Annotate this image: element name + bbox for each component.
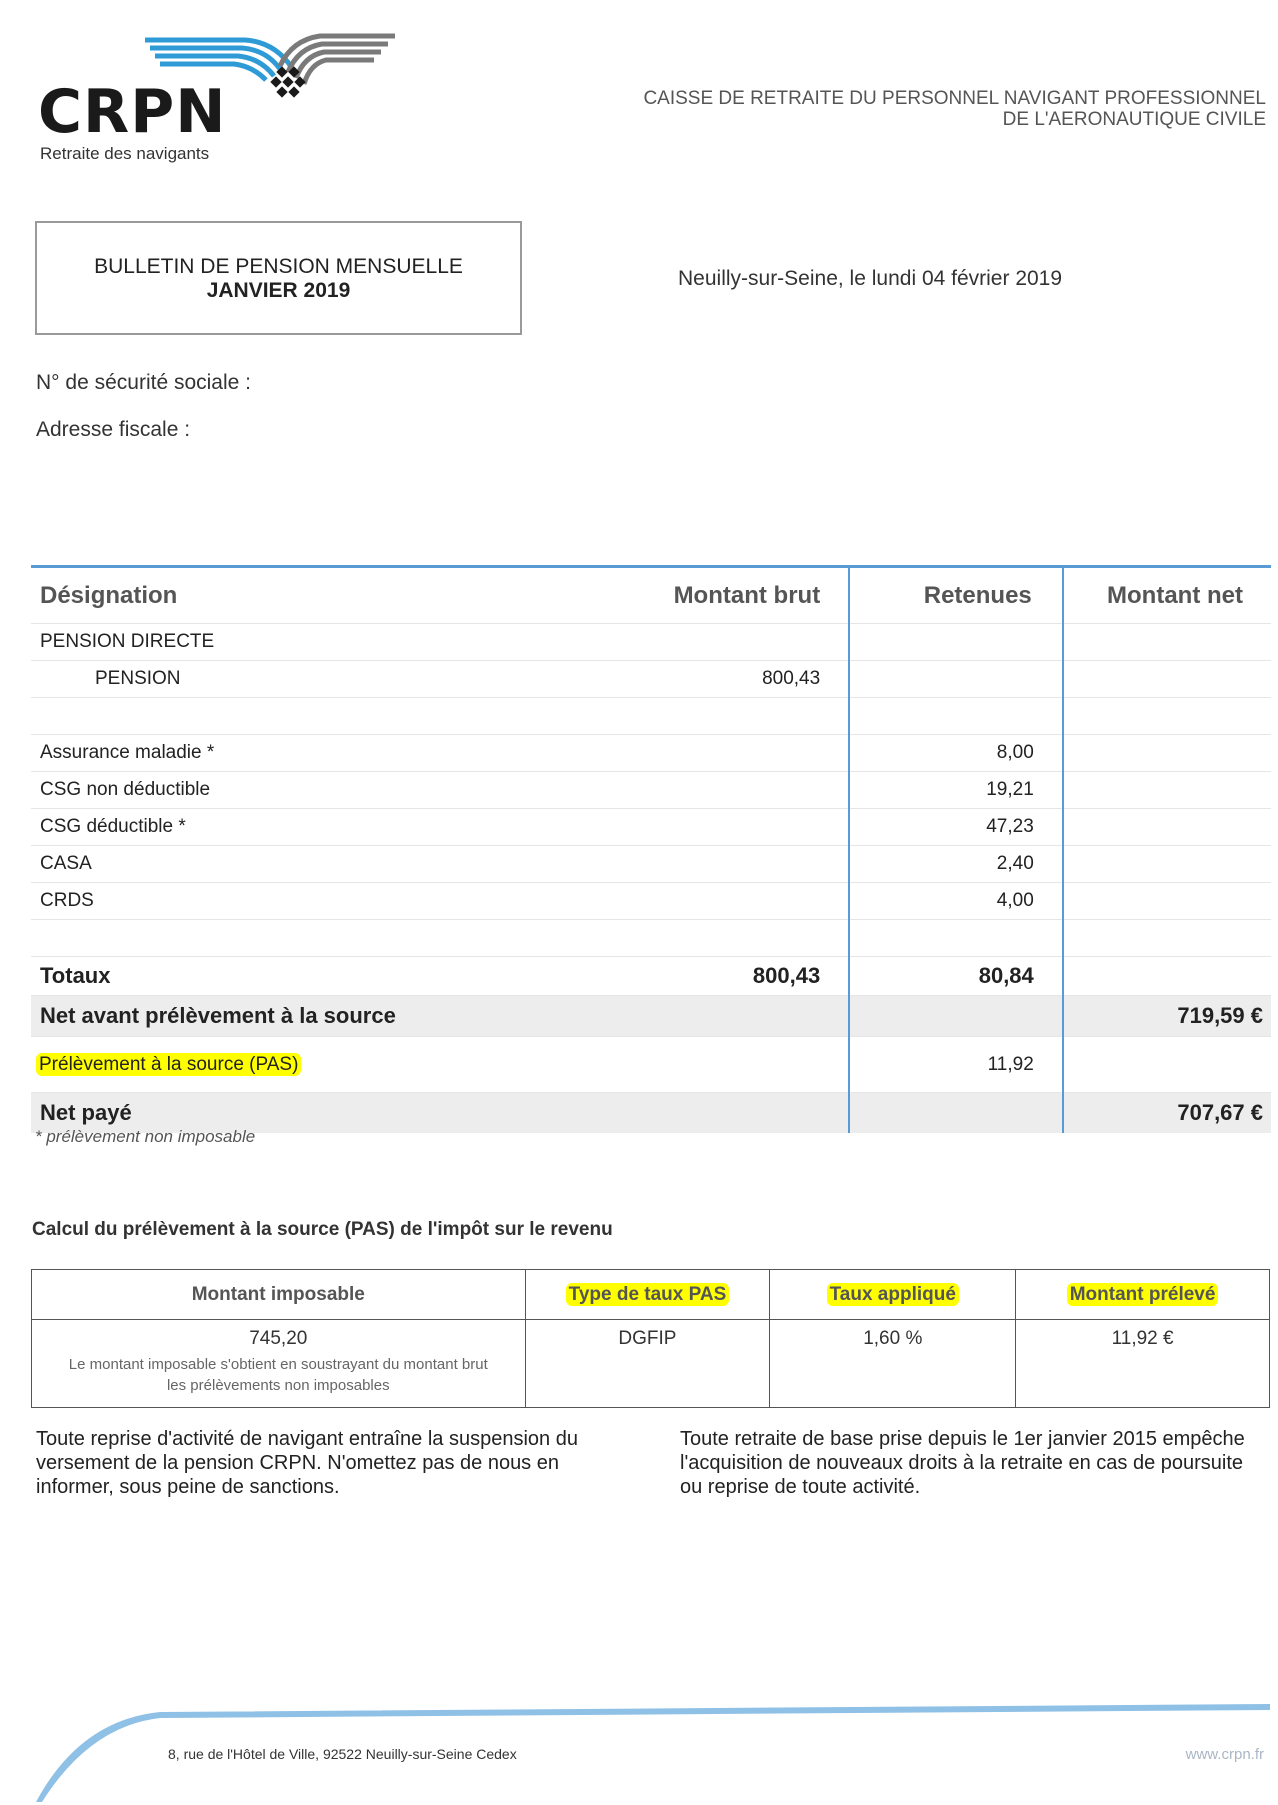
- table-row: [31, 698, 1271, 735]
- table-row: [31, 846, 1271, 883]
- row-label: Assurance maladie *: [40, 742, 215, 763]
- row-label: CSG déductible *: [40, 816, 186, 837]
- row-brut: 800,43: [762, 668, 821, 689]
- table-row: [31, 920, 1271, 957]
- pas-header-montant-imposable: Montant imposable: [32, 1270, 526, 1320]
- pas-table-row: [32, 1320, 1270, 1408]
- bulletin-month: JANVIER 2019: [206, 279, 351, 302]
- totals-row: [31, 957, 1271, 996]
- pas-header-montant-preleve: Montant prélevé: [1067, 1283, 1219, 1306]
- row-retenues: 4,00: [849, 883, 1063, 920]
- org-line-1: CAISSE DE RETRAITE DU PERSONNEL NAVIGANT PROFESSIONNEL: [643, 88, 1266, 109]
- net-avant-pas-retenues: [849, 996, 1063, 1037]
- document-date: Neuilly-sur-Seine, le lundi 04 février 2019: [678, 267, 1063, 290]
- pas-header-type-taux: Type de taux PAS: [566, 1283, 730, 1306]
- row-retenues: [849, 920, 1063, 957]
- pas-type-taux: DGFIP: [525, 1320, 770, 1408]
- pas-brut: [642, 1037, 849, 1093]
- org-line-2: DE L'AERONAUTIQUE CIVILE: [1002, 109, 1266, 130]
- header-designation: Désignation: [40, 581, 178, 609]
- net-paye-retenues: [849, 1093, 1063, 1134]
- row-retenues: 19,21: [849, 772, 1063, 809]
- row-label: PENSION: [95, 668, 181, 689]
- net-avant-pas-brut: [642, 996, 849, 1037]
- pas-montant-note-line1: Le montant imposable s'obtient en soustrayant du montant brut: [68, 1356, 488, 1373]
- pas-section-title: Calcul du prélèvement à la source (PAS) de l'impôt sur le revenu: [32, 1219, 613, 1240]
- header-montant-brut: Montant brut: [673, 581, 821, 609]
- net-avant-pas-row: [31, 996, 1271, 1037]
- row-label: PENSION DIRECTE: [40, 631, 215, 652]
- row-retenues: [849, 661, 1063, 698]
- header-montant-net: Montant net: [1063, 567, 1271, 624]
- row-net: [1063, 698, 1271, 735]
- totals-brut: 800,43: [752, 963, 821, 988]
- row-brut: [642, 772, 849, 809]
- logo-text: CRPN: [38, 77, 227, 147]
- totals-label: Totaux: [40, 963, 111, 988]
- footnote: * prélèvement non imposable: [35, 1127, 256, 1146]
- net-avant-pas-label: Net avant prélèvement à la source: [31, 996, 642, 1037]
- row-label: [31, 920, 642, 957]
- pas-montant-note-line2: les prélèvements non imposables: [166, 1377, 390, 1394]
- table-row: [31, 624, 1271, 661]
- row-brut: [642, 920, 849, 957]
- organization-name: [643, 88, 1266, 130]
- net-avant-pas-amount: 719,59 €: [1063, 996, 1271, 1037]
- row-retenues: 47,23: [849, 809, 1063, 846]
- totals-net: [1063, 957, 1271, 996]
- row-brut: [642, 883, 849, 920]
- ssn-label: N° de sécurité sociale :: [36, 371, 251, 394]
- logo-subtitle: Retraite des navigants: [40, 144, 210, 163]
- row-net: [1063, 883, 1271, 920]
- pension-table: [31, 565, 1271, 1133]
- pas-table: [31, 1269, 1270, 1408]
- totals-retenues: 80,84: [849, 957, 1063, 996]
- row-net: [1063, 661, 1271, 698]
- pas-header-taux-applique: Taux appliqué: [827, 1283, 959, 1306]
- info-notice-left: Toute reprise d'activité de navigant entraîne la suspension du versement de la pension CRPN. N'omettez pas de nous en informer, sous peine de sanctions.: [36, 1428, 578, 1498]
- row-brut: [642, 809, 849, 846]
- row-brut: [642, 698, 849, 735]
- pas-header-taux-cell: [770, 1270, 1016, 1320]
- table-row: [31, 772, 1271, 809]
- row-retenues: 8,00: [849, 735, 1063, 772]
- row-net: [1063, 920, 1271, 957]
- pas-montant-preleve: 11,92 €: [1016, 1320, 1270, 1408]
- row-net: [1063, 624, 1271, 661]
- row-label: [31, 698, 642, 735]
- pas-montant-imposable: 745,20: [249, 1328, 308, 1349]
- row-brut: [642, 846, 849, 883]
- pas-montant-imposable-cell: [32, 1320, 526, 1408]
- row-label: CASA: [40, 853, 92, 874]
- table-row: [31, 883, 1271, 920]
- bulletin-title-box: [35, 221, 522, 335]
- row-retenues: 2,40: [849, 846, 1063, 883]
- net-paye-label: Net payé: [31, 1093, 642, 1134]
- pas-header-montant-cell: [1016, 1270, 1270, 1320]
- pas-row: [31, 1037, 1271, 1093]
- row-brut: [642, 735, 849, 772]
- bulletin-title: BULLETIN DE PENSION MENSUELLE: [94, 255, 463, 278]
- header-retenues: Retenues: [849, 567, 1063, 624]
- row-net: [1063, 772, 1271, 809]
- footer-website-link[interactable]: www.crpn.fr: [1185, 1746, 1264, 1763]
- table-row: [31, 661, 1271, 698]
- row-brut: [642, 624, 849, 661]
- pas-label: Prélèvement à la source (PAS): [36, 1053, 301, 1076]
- pas-taux-applique: 1,60 %: [770, 1320, 1016, 1408]
- row-label: CSG non déductible: [40, 779, 211, 800]
- row-net: [1063, 735, 1271, 772]
- pas-table-header: [32, 1270, 1270, 1320]
- footer-address: 8, rue de l'Hôtel de Ville, 92522 Neuilly-sur-Seine Cedex: [168, 1746, 517, 1762]
- net-paye-amount: 707,67 €: [1063, 1093, 1271, 1134]
- pension-table-header: [31, 567, 1271, 624]
- row-net: [1063, 846, 1271, 883]
- pas-montant-note: [33, 1354, 524, 1396]
- row-retenues: [849, 624, 1063, 661]
- net-paye-brut: [642, 1093, 849, 1134]
- row-label: CRDS: [40, 890, 94, 911]
- row-net: [1063, 809, 1271, 846]
- row-retenues: [849, 698, 1063, 735]
- table-row: [31, 809, 1271, 846]
- pas-retenues: 11,92: [849, 1037, 1063, 1093]
- pas-header-type-cell: [525, 1270, 770, 1320]
- table-row: [31, 735, 1271, 772]
- pas-net: [1063, 1037, 1271, 1093]
- address-label: Adresse fiscale :: [36, 418, 191, 441]
- pas-label-cell: [31, 1037, 642, 1093]
- info-notice-right: Toute retraite de base prise depuis le 1er janvier 2015 empêche l'acquisition de nouveaux droits à la retraite en cas de poursuite ou reprise de toute activité.: [680, 1428, 1245, 1498]
